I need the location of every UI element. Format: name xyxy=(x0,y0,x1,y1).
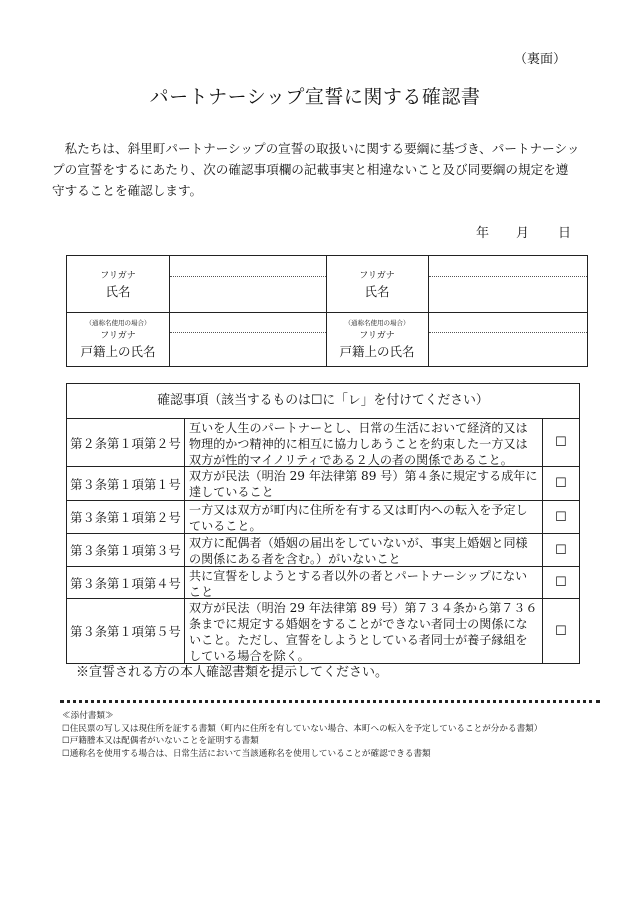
date-year: 年 xyxy=(476,226,490,241)
attachment-item: ☐住民票の写し又は現住所を証する書類（町内に住所を有していない場合、本町への転入を予定していることが分かる書類） xyxy=(62,723,543,734)
page-title: パートナーシップ宣誓に関する確認書 xyxy=(149,86,481,108)
furigana-line xyxy=(170,332,326,333)
intro-paragraph: 私たちは、斜里町パートナーシップの宣誓の取扱いに関する要綱に基づき、パートナーシップの宣誓をするにあたり、次の確認事項欄の記載事実と相違ないこと及び同要綱の規定を遵守することを確認します。 xyxy=(52,141,580,198)
person2-koseki-label xyxy=(326,319,428,360)
confirmation-header: 確認事項（該当するものは☐に「レ」を付けてください） xyxy=(67,384,579,419)
divider xyxy=(428,256,429,366)
table-row xyxy=(67,419,579,467)
attachment-item: ☐戸籍謄本又は配偶者がいないことを証明する書類 xyxy=(62,736,259,747)
condition-text: 互いを人生のパートナーとし、日常の生活において経済的又は物理的かつ精神的に相互に協力しあうことを約束した一方又は双方が性的マイノリティである２人の者の関係であること。 xyxy=(185,419,543,466)
article-label: 第３条第１項第５号 xyxy=(67,599,185,663)
confirmation-table xyxy=(66,383,580,664)
condition-text: 双方に配偶者（婚姻の届出をしていないが、事実上婚姻と同様の関係にある者を含む。）がいないこと xyxy=(185,534,543,566)
name-label: 氏名 xyxy=(105,284,131,299)
page-side-label: （裏面） xyxy=(513,52,566,67)
divider xyxy=(67,312,587,313)
koseki-name-label: 戸籍上の氏名 xyxy=(80,344,156,359)
article-label: 第２条第１項第２号 xyxy=(67,419,185,466)
attachments-section xyxy=(62,710,602,760)
table-row xyxy=(67,599,579,663)
furigana-label: フリガナ xyxy=(359,331,395,341)
attachment-item: ☐通称名を使用する場合は、日常生活において当該通称名を使用していることが確認できる書類 xyxy=(62,748,431,759)
id-note: ※宣誓される方の本人確認書類を提示してください。 xyxy=(76,665,389,680)
person1-name-label xyxy=(67,268,169,300)
furigana-line xyxy=(170,276,326,277)
person2-name-label xyxy=(326,268,428,300)
checkbox[interactable]: ☐ xyxy=(555,575,567,590)
table-row xyxy=(67,501,579,534)
article-label: 第３条第１項第２号 xyxy=(67,501,185,533)
dotted-separator xyxy=(60,700,600,703)
checkbox[interactable]: ☐ xyxy=(555,509,567,525)
koseki-name-label: 戸籍上の氏名 xyxy=(339,344,415,359)
table-row xyxy=(67,567,579,599)
table-row xyxy=(67,467,579,501)
date-month: 月 xyxy=(516,226,530,241)
name-label: 氏名 xyxy=(364,284,390,299)
article-label: 第３条第１項第３号 xyxy=(67,534,185,566)
article-label: 第３条第１項第４号 xyxy=(67,567,185,598)
checkbox[interactable]: ☐ xyxy=(555,476,567,491)
alias-note: （通称名使用の場合） xyxy=(85,319,151,327)
table-row xyxy=(67,534,579,567)
date-day: 日 xyxy=(558,226,572,241)
divider xyxy=(169,256,170,366)
condition-text: 一方又は双方が町内に住所を有する又は町内への転入を予定していること。 xyxy=(185,501,543,533)
furigana-line xyxy=(429,276,587,277)
alias-note: （通称名使用の場合） xyxy=(344,319,410,327)
furigana-label: フリガナ xyxy=(100,331,136,341)
person1-koseki-label xyxy=(67,319,169,360)
checkbox[interactable]: ☐ xyxy=(555,435,567,450)
furigana-label: フリガナ xyxy=(359,271,395,281)
article-label: 第３条第１項第１号 xyxy=(67,467,185,500)
condition-text: 共に宣誓をしようとする者以外の者とパートナーシップにないこと xyxy=(185,567,543,598)
checkbox[interactable]: ☐ xyxy=(555,623,567,639)
condition-text: 双方が民法（明治 29 年法律第 89 号）第４条に規定する成年に達していること xyxy=(185,467,543,500)
condition-text: 双方が民法（明治 29 年法律第 89 号）第７３４条から第７３６条までに規定する婚姻をすることができない者同士の関係にないこと。ただし、宣誓をしようとしている者同士が養子縁組をしている場合を除く。 xyxy=(185,599,543,663)
names-table xyxy=(66,255,588,367)
attachments-heading: ≪添付書類≫ xyxy=(62,711,114,721)
furigana-label: フリガナ xyxy=(100,271,136,281)
checkbox[interactable]: ☐ xyxy=(555,542,567,558)
furigana-line xyxy=(429,332,587,333)
